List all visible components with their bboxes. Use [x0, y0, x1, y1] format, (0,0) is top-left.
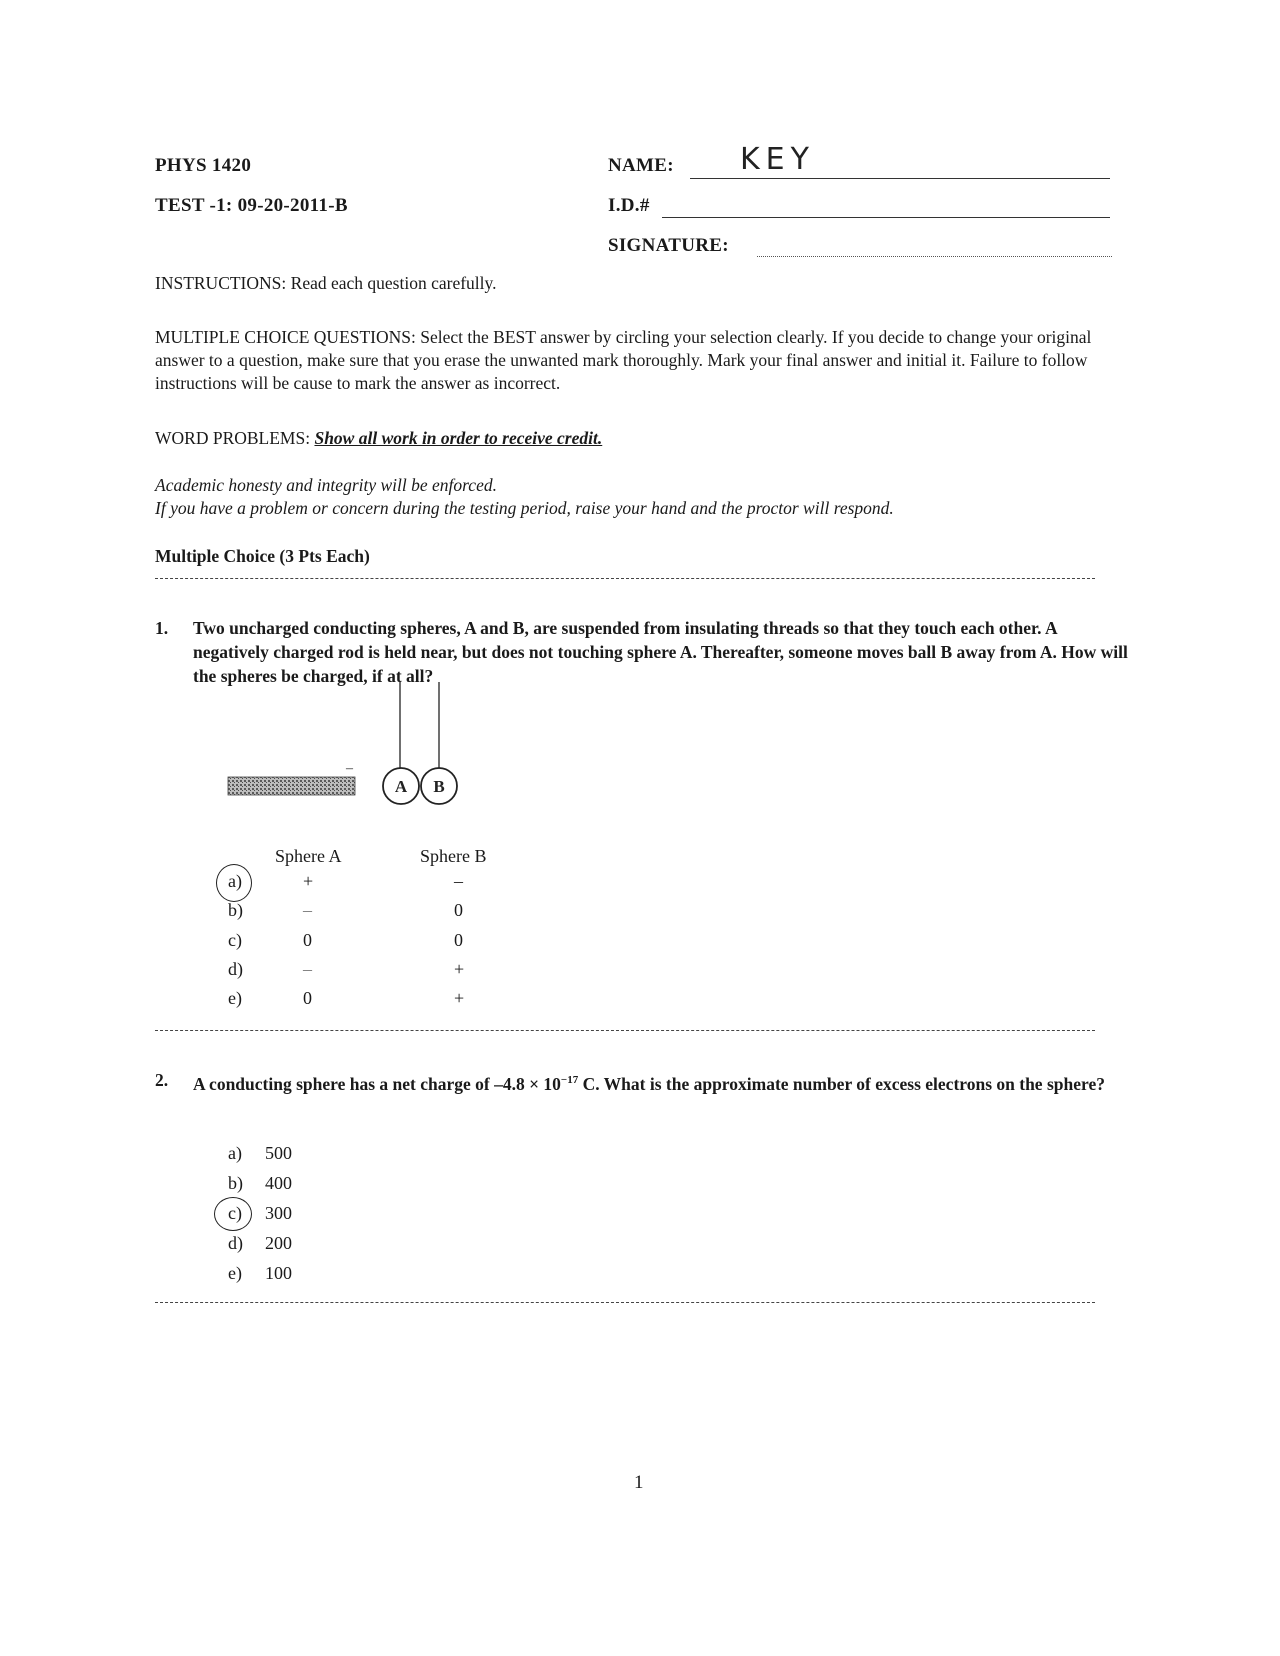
q1-option-d-sphere-b: +	[454, 959, 465, 979]
q1-option-e-sphere-a: 0	[303, 988, 312, 1008]
q1-option-d-sphere-a: –	[303, 959, 312, 979]
question-1-text: Two uncharged conducting spheres, A and B, are suspended from insulating threads so that they touch each other. A negatively charged rod is held near, but does not touching sphere A. Thereafter, someone moves ball B away from A. How will the spheres be charged, if at all?	[193, 618, 1128, 686]
q2-option-letter: d)	[228, 1233, 243, 1253]
instructions-text: Read each question carefully.	[290, 273, 497, 293]
question-2-text-a: A conducting sphere has a net charge of –4.8 × 10	[193, 1073, 561, 1094]
q2-option-value: 400	[265, 1173, 292, 1193]
honesty-line-2: If you have a problem or concern during the testing period, raise your hand and the proctor will respond.	[155, 498, 894, 518]
q2-option-value: 200	[265, 1233, 292, 1253]
q1-option-b-sphere-a: –	[303, 900, 312, 920]
q2-option-letter: a)	[228, 1143, 242, 1163]
q1-option-c-sphere-a: 0	[303, 930, 312, 950]
signature-line	[757, 256, 1112, 257]
signature-label: SIGNATURE:	[608, 235, 729, 256]
rod-charge-sign: –	[346, 761, 353, 776]
id-line	[662, 217, 1110, 218]
q1-option-letter: a)	[228, 871, 242, 891]
q1-option-b-sphere-b: 0	[454, 900, 463, 920]
q1-option-a-sphere-a: +	[303, 871, 314, 891]
question-2-number: 2.	[155, 1070, 169, 1090]
name-label: NAME:	[608, 155, 674, 176]
course-code: PHYS 1420	[155, 155, 252, 176]
name-line	[690, 178, 1110, 179]
mc-instr-text-b: answer by circling your selection clearly. If you decide to change your original answer to a question, make sure that you erase the unwanted mark thoroughly. Mark your final answer and initial it. Failure to follow instructions will be cause to mark the answer as incorrect.	[155, 327, 1092, 393]
q2-option-value: 100	[265, 1263, 292, 1283]
divider	[155, 578, 1095, 579]
q1-option-letter: e)	[228, 988, 242, 1008]
sphere-b-label: B	[433, 777, 445, 796]
q1-option-a-sphere-b: –	[454, 871, 463, 891]
mc-instr-best: BEST	[493, 327, 536, 347]
sphere-a-label: A	[394, 777, 408, 796]
id-label: I.D.#	[608, 195, 650, 216]
q1-option-letter: b)	[228, 900, 243, 920]
q1-option-letter: d)	[228, 959, 243, 979]
instructions-label: INSTRUCTIONS:	[155, 273, 287, 293]
section-title: Multiple Choice (3 Pts Each)	[155, 546, 370, 566]
question-2-exponent: −17	[560, 1074, 579, 1086]
divider	[155, 1302, 1095, 1303]
q2-option-letter: c)	[228, 1203, 242, 1223]
instructions	[155, 272, 1145, 295]
mc-instr-label: MULTIPLE CHOICE QUESTIONS:	[155, 327, 416, 347]
name-value-handwritten: KEY	[740, 142, 815, 177]
page-number: 1	[634, 1472, 644, 1493]
word-problems	[155, 427, 1145, 450]
word-problems-label: WORD PROBLEMS:	[155, 428, 311, 448]
multiple-choice-instructions	[155, 326, 1145, 395]
q2-option-letter: b)	[228, 1173, 243, 1193]
column-header-sphere-a: Sphere A	[275, 846, 342, 866]
question-1-number: 1.	[155, 618, 169, 638]
word-problems-text: Show all work in order to receive credit.	[314, 428, 603, 448]
spheres-diagram	[200, 680, 480, 815]
answer-circle-q2	[214, 1197, 252, 1231]
honesty-line-1: Academic honesty and integrity will be enforced.	[155, 475, 497, 495]
question-2-text	[193, 1068, 1133, 1096]
question-2-text-b: C. What is the approximate number of excess electrons on the sphere?	[578, 1073, 1105, 1094]
q2-option-letter: e)	[228, 1263, 242, 1283]
answer-circle-q1	[216, 864, 252, 902]
q2-option-value: 300	[265, 1203, 292, 1223]
mc-instr-text-a: Select the	[420, 327, 494, 347]
q1-option-c-sphere-b: 0	[454, 930, 463, 950]
divider	[155, 1030, 1095, 1031]
q2-option-value: 500	[265, 1143, 292, 1163]
test-id: TEST -1: 09-20-2011-B	[155, 195, 348, 216]
q1-option-letter: c)	[228, 930, 242, 950]
charged-rod	[228, 777, 355, 795]
q1-option-e-sphere-b: +	[454, 988, 465, 1008]
column-header-sphere-b: Sphere B	[420, 846, 487, 866]
